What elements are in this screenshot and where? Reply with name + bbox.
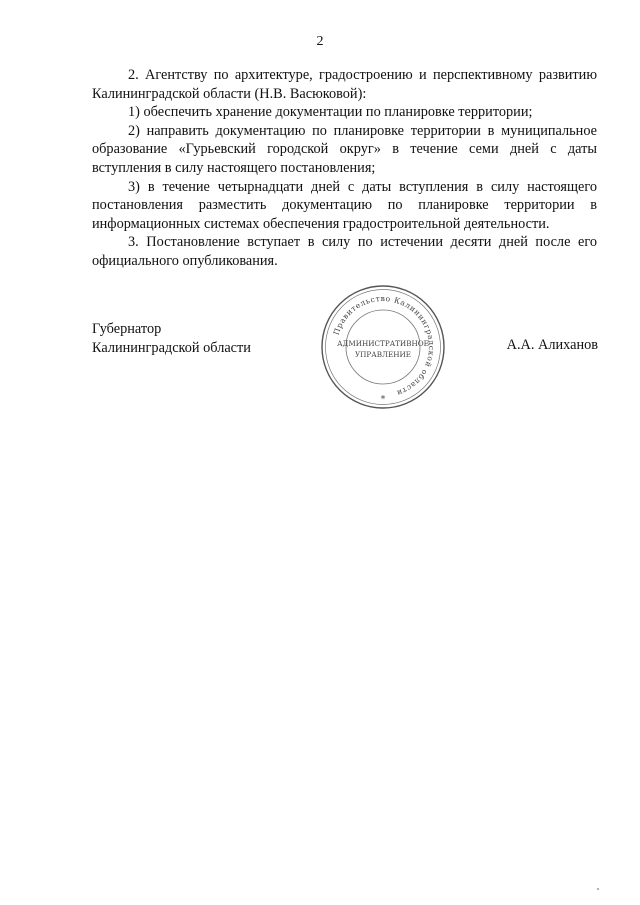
seal-center-line2: УПРАВЛЕНИЕ xyxy=(354,350,412,359)
official-seal xyxy=(319,283,447,411)
signatory-title: Губернатор xyxy=(92,321,162,337)
paragraph-item-3: 3) в течение четырнадцати дней с даты вступления в силу настоящего постановления разместить документацию по планировке территории в информационных системах обеспечения градостроительной деятельности. xyxy=(92,178,597,232)
document-body xyxy=(92,66,597,271)
seal-ring-text: Правительство Калининградской области xyxy=(331,293,437,398)
paragraph-agency: 2. Агентству по архитектуре, градостроению и перспективному развитию Калининградской области (Н.В. Васюковой): xyxy=(92,67,597,102)
signatory-name: А.А. Алиханов xyxy=(506,337,598,353)
seal-center-line1: АДМИНИСТРАТИВНОЕ xyxy=(337,339,429,348)
signatory-region: Калининградской области xyxy=(92,339,251,356)
page-number: 2 xyxy=(316,34,324,49)
scan-speck xyxy=(597,888,599,890)
paragraph-item-1: 1) обеспечить хранение документации по планировке территории; xyxy=(128,104,533,121)
signatory-position xyxy=(92,320,251,357)
paragraph-item-2: 2) направить документацию по планировке территории в муниципальное образование «Гурьевский городской округ» в течение семи дней с даты вступления в силу настоящего постановления; xyxy=(92,122,597,176)
paragraph-effective-date: 3. Постановление вступает в силу по истечении десяти дней после его официального опубликования. xyxy=(92,234,597,269)
seal-star: * xyxy=(380,395,386,405)
